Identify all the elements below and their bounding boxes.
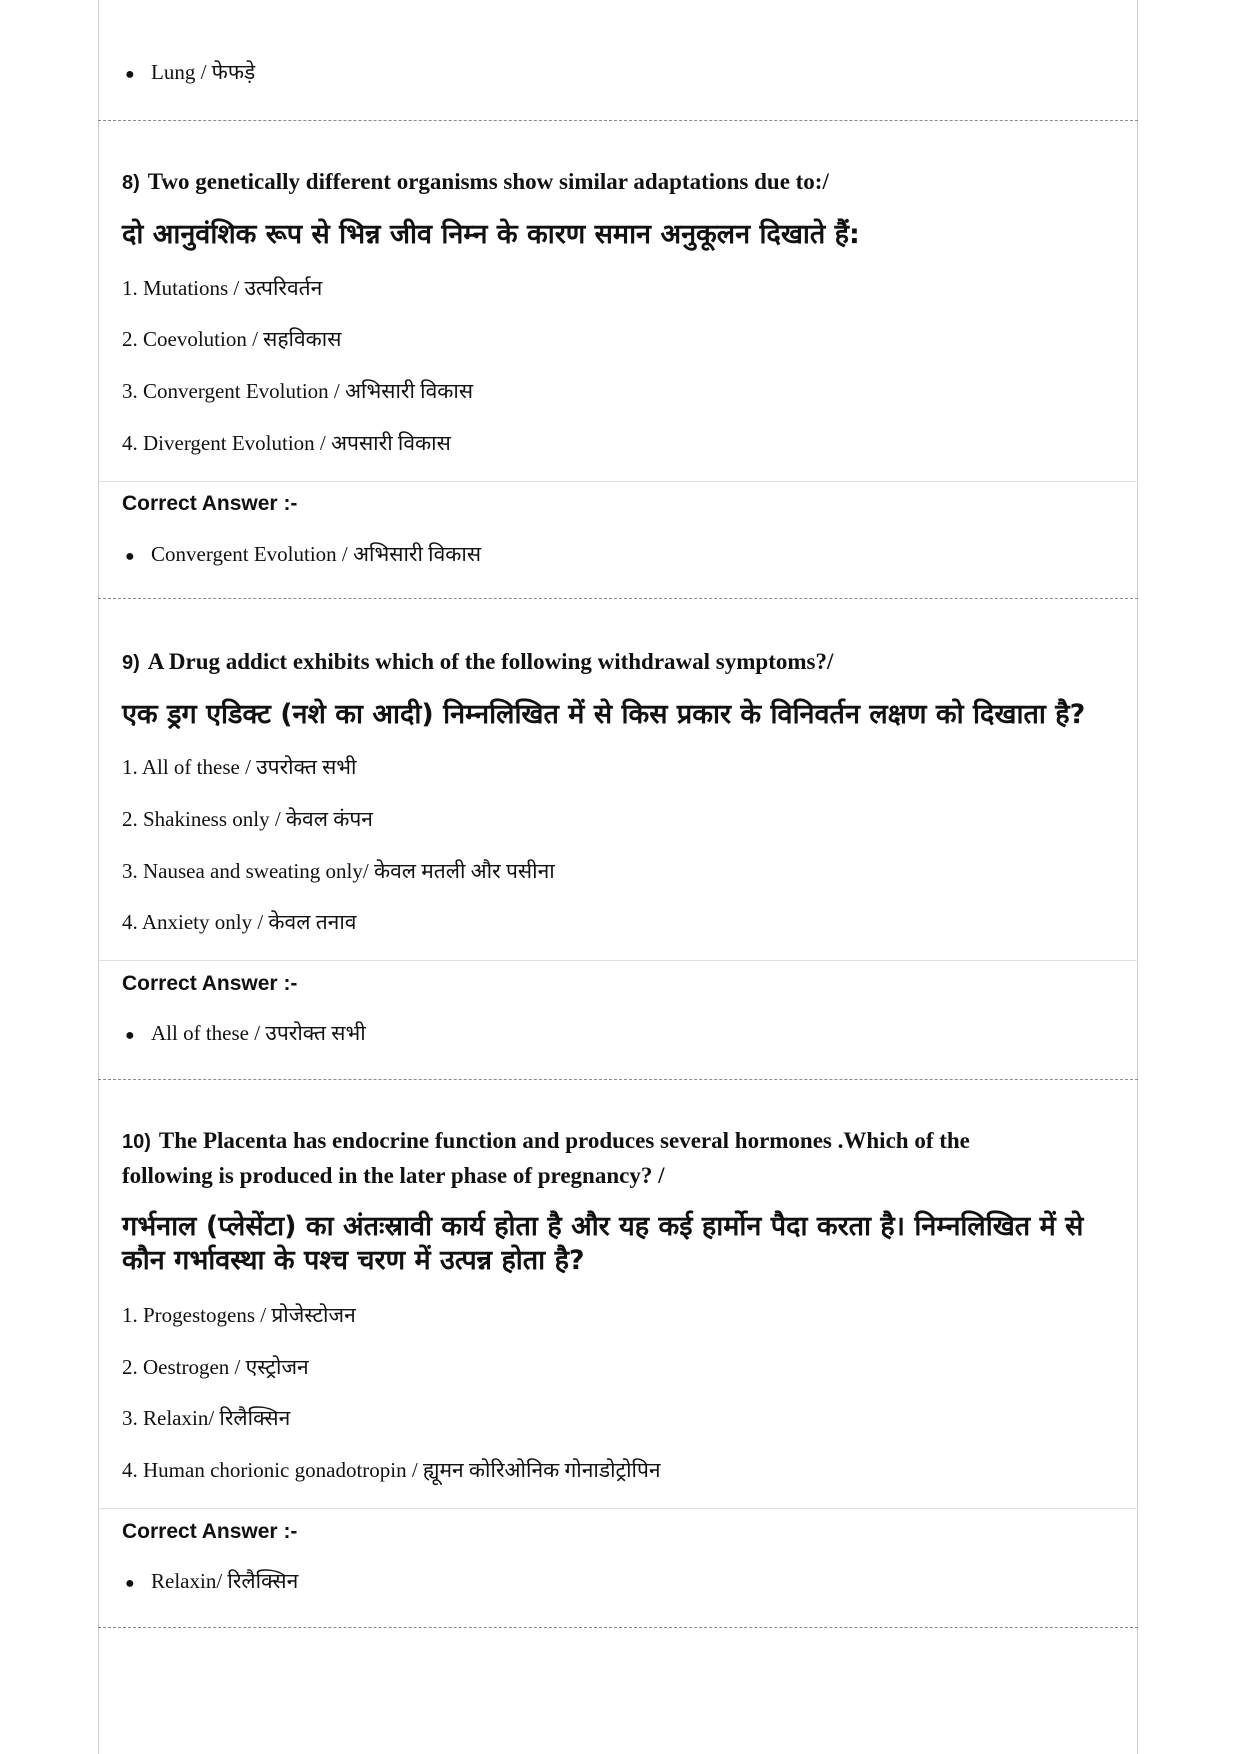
option-3: 3. Convergent Evolution / अभिसारी विकास	[122, 379, 474, 403]
question-text-en: 9) A Drug addict exhibits which of the following withdrawal symptoms?/	[122, 649, 834, 674]
question-8	[122, 165, 1122, 200]
option-1: 1. Progestogens / प्रोजेस्टोजन	[122, 1303, 356, 1327]
question-text-en: 8) Two genetically different organisms show similar adaptations due to:/	[122, 169, 829, 194]
question-number: 10)	[122, 1131, 151, 1153]
question-text-en: 10) The Placenta has endocrine function and produces several hormones .Which of the	[122, 1128, 970, 1153]
question-10	[122, 1124, 1122, 1193]
correct-answer	[122, 540, 1122, 568]
correct-answer-label: Correct Answer :-	[122, 1520, 298, 1543]
option-4: 4. Anxiety only / केवल तनाव	[122, 910, 357, 934]
question-number: 8)	[122, 172, 140, 194]
prev-correct-answer-text: Lung / फेफड़े	[151, 60, 256, 84]
question-divider	[98, 1627, 1138, 1628]
correct-answer	[122, 1567, 1122, 1595]
answer-separator	[98, 960, 1138, 961]
option-3: 3. Nausea and sweating only/ केवल मतली और पसीना	[122, 859, 555, 883]
answer-separator	[98, 1508, 1138, 1509]
question-8-text-hi: दो आनुवंशिक रूप से भिन्न जीव निम्न के कारण समान अनुकूलन दिखाते हैं:	[122, 219, 860, 250]
question-9-text-hi: एक ड्रग एडिक्ट (नशे का आदी) निम्नलिखित में से किस प्रकार के विनिवर्तन लक्षण को दिखाता है?	[122, 699, 1086, 730]
question-text-en-line2: following is produced in the later phase of pregnancy? /	[122, 1163, 665, 1188]
bullet-icon: ●	[125, 1027, 135, 1044]
option-4: 4. Divergent Evolution / अपसारी विकास	[122, 431, 451, 455]
option-2: 2. Coevolution / सहविकास	[122, 327, 342, 351]
question-number: 9)	[122, 652, 140, 674]
option-1: 1. Mutations / उत्परिवर्तन	[122, 276, 323, 300]
question-divider	[98, 598, 1138, 599]
correct-answer-text: Convergent Evolution / अभिसारी विकास	[151, 542, 482, 566]
option-1: 1. All of these / उपरोक्त सभी	[122, 755, 357, 779]
correct-answer	[122, 1019, 1122, 1047]
question-10-text-hi: गर्भनाल (प्लेसेंटा) का अंतःस्रावी कार्य होता है और यह कई हार्मोन पैदा करता है। निम्नलिखित में से कौन गर्भावस्था के पश्च चरण में उत्पन्न होता है?	[122, 1211, 1084, 1276]
question-9	[122, 645, 1122, 680]
correct-answer-label: Correct Answer :-	[122, 972, 298, 995]
bullet-icon: ●	[125, 66, 135, 83]
option-3: 3. Relaxin/ रिलैक्सिन	[122, 1406, 291, 1430]
option-2: 2. Shakiness only / केवल कंपन	[122, 807, 373, 831]
correct-answer-text: Relaxin/ रिलैक्सिन	[151, 1569, 299, 1593]
bullet-icon: ●	[125, 548, 135, 565]
correct-answer-text: All of these / उपरोक्त सभी	[151, 1021, 366, 1045]
bullet-icon: ●	[125, 1575, 135, 1592]
option-4: 4. Human chorionic gonadotropin / ह्यूमन कोरिओनिक गोनाडोट्रोपिन	[122, 1458, 661, 1482]
question-divider	[98, 1079, 1138, 1080]
correct-answer-label: Correct Answer :-	[122, 492, 298, 515]
prev-correct-answer	[122, 58, 1122, 86]
answer-separator	[98, 481, 1138, 482]
question-divider	[98, 120, 1138, 121]
option-2: 2. Oestrogen / एस्ट्रोजन	[122, 1355, 309, 1379]
